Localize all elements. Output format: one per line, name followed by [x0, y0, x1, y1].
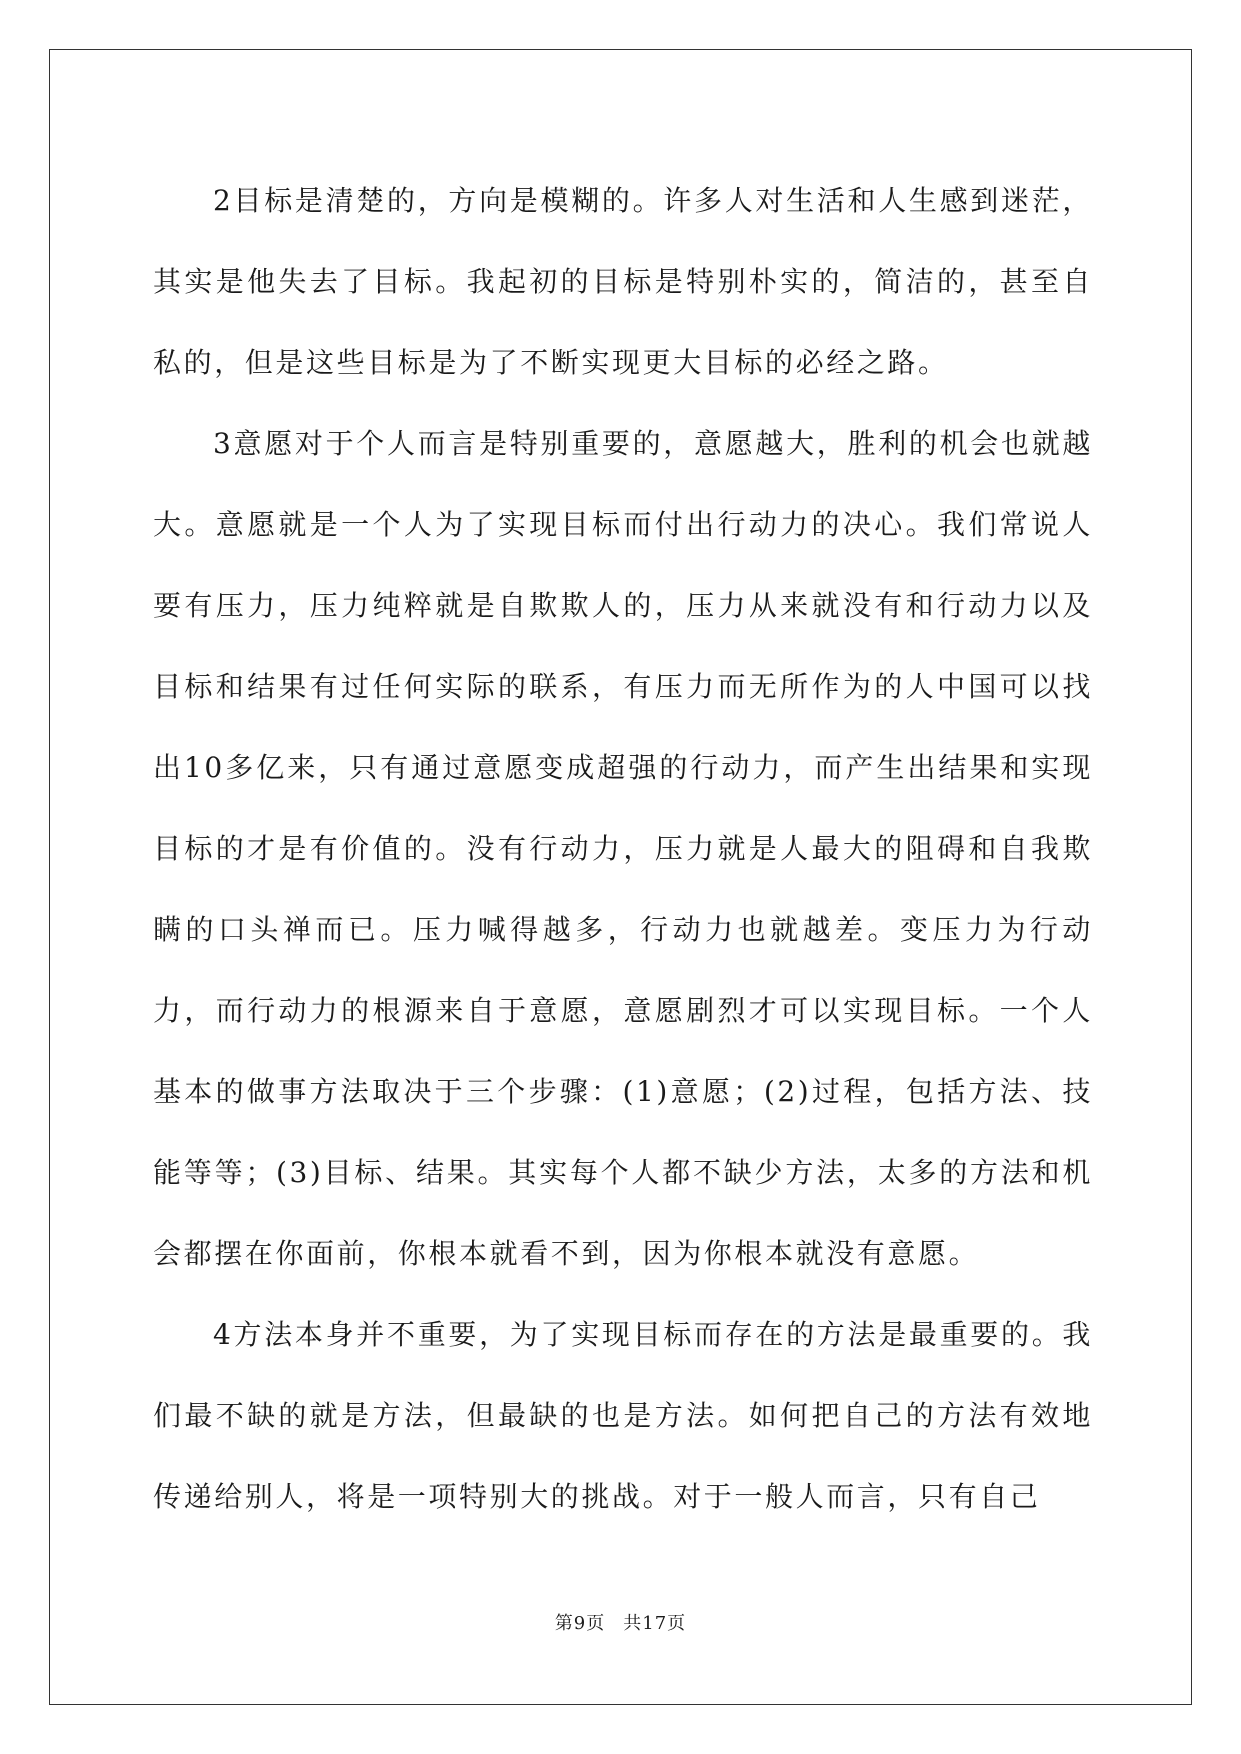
document-body: [153, 160, 1093, 1537]
paragraph-goal-clarity: 2目标是清楚的，方向是模糊的。许多人对生活和人生感到迷茫，其实是他失去了目标。我起初的目标是特别朴实的，简洁的，甚至自私的，但是这些目标是为了不断实现更大目标的必经之路。: [153, 184, 1093, 379]
page-footer: [0, 1609, 1241, 1635]
paragraph-method: 4方法本身并不重要，为了实现目标而存在的方法是最重要的。我们最不缺的就是方法，但最缺的也是方法。如何把自己的方法有效地传递给别人，将是一项特别大的挑战。对于一般人而言，只有自己: [153, 1318, 1093, 1513]
page-number: 第9页: [554, 1613, 606, 1634]
page-total: 共17页: [623, 1613, 687, 1634]
paragraph-willingness: 3意愿对于个人而言是特别重要的，意愿越大，胜利的机会也就越大。意愿就是一个人为了实现目标而付出行动力的决心。我们常说人要有压力，压力纯粹就是自欺欺人的，压力从来就没有和行动力以及目标和结果有过任何实际的联系，有压力而无所作为的人中国可以找出10多亿来，只有通过意愿变成超强的行动力，而产生出结果和实现目标的才是有价值的。没有行动力，压力就是人最大的阻碍和自我欺瞒的口头禅而已。压力喊得越多，行动力也就越差。变压力为行动力，而行动力的根源来自于意愿，意愿剧烈才可以实现目标。一个人基本的做事方法取决于三个步骤：(1)意愿；(2)过程，包括方法、技能等等；(3)目标、结果。其实每个人都不缺少方法，太多的方法和机会都摆在你面前，你根本就看不到，因为你根本就没有意愿。: [153, 427, 1093, 1270]
